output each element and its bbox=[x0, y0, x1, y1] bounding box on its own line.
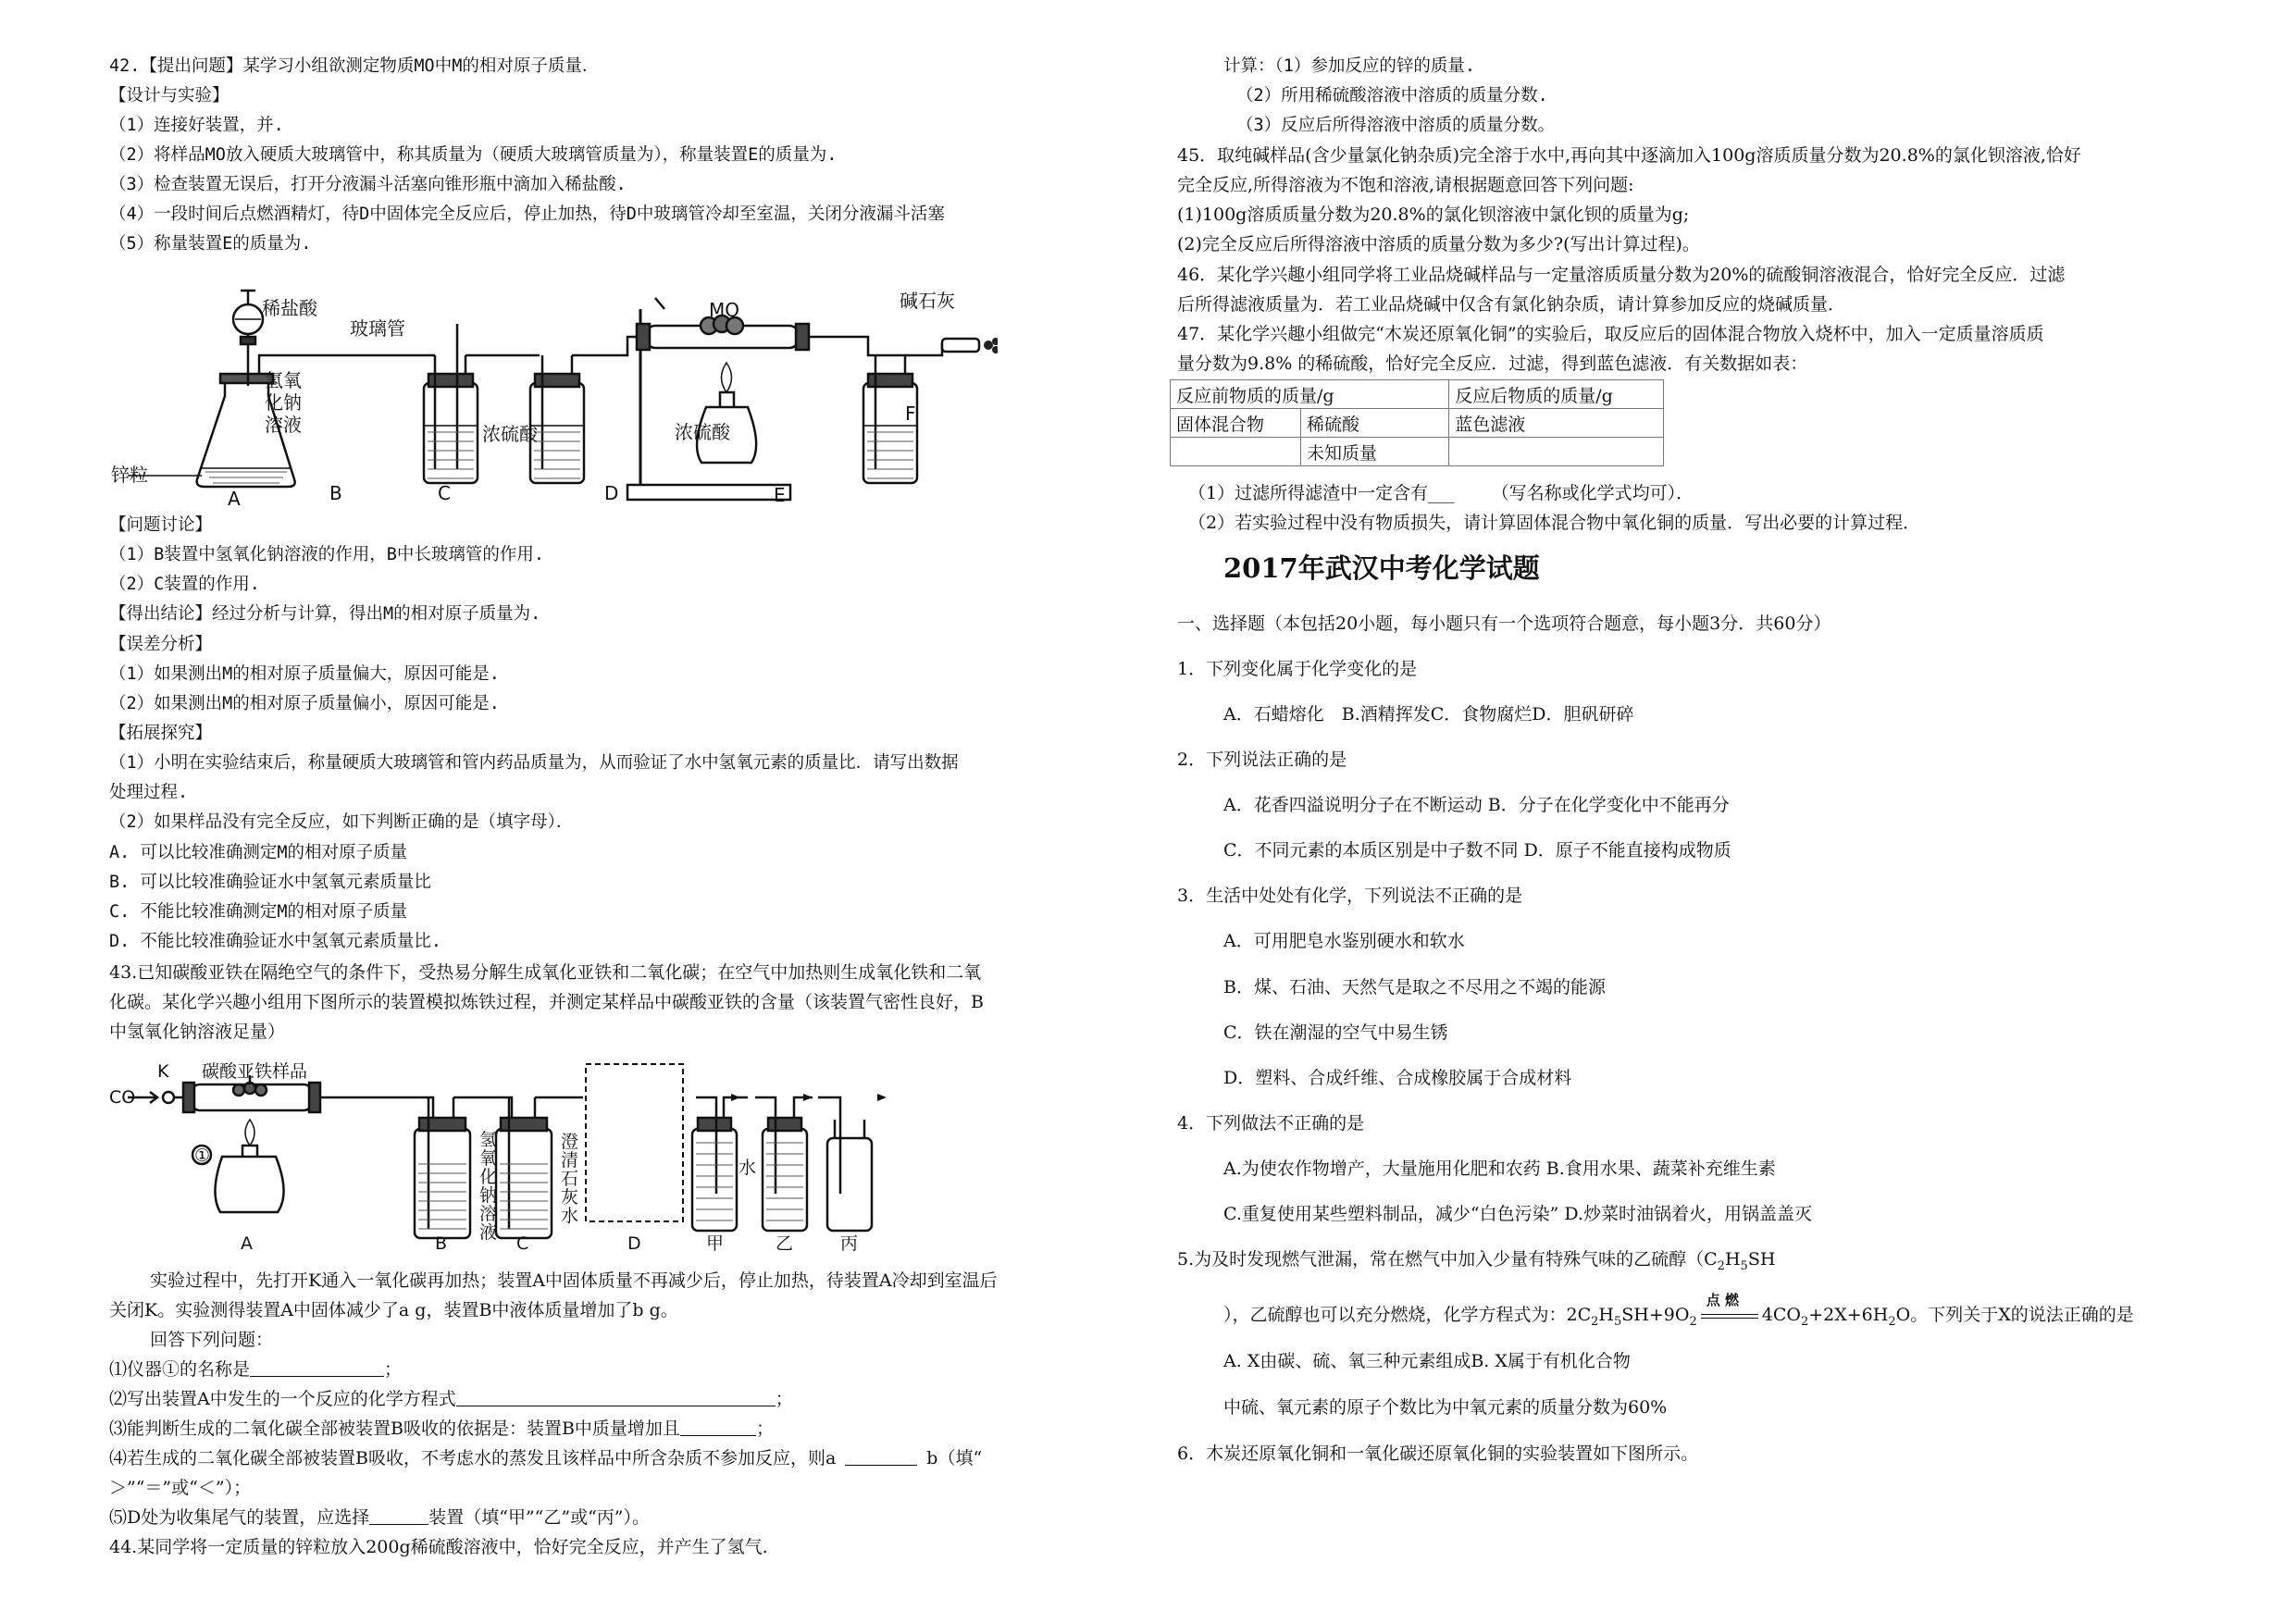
q44-calc-1: 计算：（1）参加反应的锌的质量. bbox=[1223, 56, 1476, 76]
label-conc-h2so4-e: 浓硫酸 bbox=[675, 421, 730, 443]
q45-line-4: (2)完全反应后所得溶液中溶质的质量分数为多少?(写出计算过程)。 bbox=[1177, 234, 1700, 254]
q42-step-5: （5）称量装置E的质量为. bbox=[109, 234, 312, 254]
q47-question-2: （2）若实验过程中没有物质损失，请计算固体混合物中氧化铜的质量．写出必要的计算过程． bbox=[1188, 513, 1921, 533]
label-43-b: B bbox=[435, 1233, 448, 1254]
mc-question-5: 5.为及时发现燃气泄漏，常在燃气中加入少量有特殊气味的乙硫醇（$C_2H_5SH$ bbox=[1177, 1249, 1776, 1273]
table-cell bbox=[1171, 438, 1301, 466]
label-e: E bbox=[774, 484, 786, 506]
q43-question-4: ⑷若生成的二氧化碳全部被装置B吸收，不考虑水的蒸发且该样品中所含杂质不参加反应，则a b（填“ bbox=[109, 1448, 983, 1468]
q46-line-1: 46．某化学兴趣小组同学将工业品烧碱样品与一定量溶质质量分数为20%的硫酸铜溶液混合，恰好完全反应．过滤 bbox=[1177, 265, 2066, 285]
label-lime-c-2: 清 bbox=[561, 1150, 579, 1171]
q47-line-2: 量分数为9.8% 的稀硫酸，恰好完全反应．过滤，得到蓝色滤液．有关数据如表： bbox=[1177, 353, 1808, 374]
q42-discussion-heading: 【问题讨论】 bbox=[109, 515, 213, 535]
label-c: C bbox=[438, 482, 451, 504]
label-lime-c-3: 石 bbox=[561, 1169, 579, 1189]
mc-question-3-option-d: D．塑料、合成纤维、合成橡胶属于合成材料 bbox=[1223, 1068, 1572, 1088]
label-naoh-b-6: 液 bbox=[479, 1222, 498, 1243]
q44-calc-2: （2）所用稀硫酸溶液中溶质的质量分数. bbox=[1236, 86, 1548, 105]
label-f: F bbox=[905, 403, 916, 425]
exam-title: 2017年武汉中考化学试题 bbox=[1223, 552, 1540, 584]
mc-question-2-options-ab: A．花香四溢说明分子在不断运动 B．分子在化学变化中不能再分 bbox=[1223, 795, 1730, 815]
label-naoh-3: 溶液 bbox=[265, 414, 302, 436]
label-43-bing: 丙 bbox=[840, 1233, 859, 1254]
mc-question-2-options-cd: C．不同元素的本质区别是中子数不同 D．原子不能直接构成物质 bbox=[1223, 840, 1731, 861]
q47-line-1: 47．某化学兴趣小组做完“木炭还原氧化铜”的实验后，取反应后的固体混合物放入烧杯中，加入一定质量溶质质 bbox=[1177, 324, 2044, 344]
label-lime-c-4: 灰 bbox=[561, 1187, 579, 1208]
q42-option-c: C. 不能比较准确测定M的相对原子质量 bbox=[109, 902, 408, 922]
answer-blank[interactable] bbox=[680, 1419, 756, 1436]
label-glass-tube: 玻璃管 bbox=[350, 317, 405, 340]
reaction-condition: 点 燃 bbox=[1701, 1307, 1758, 1325]
mc-question-6: 6．木炭还原氧化铜和一氧化碳还原氧化铜的实验装置如下图所示。 bbox=[1177, 1443, 1699, 1464]
section-heading: 一、选择题（本包括20小题，每小题只有一个选项符合题意，每小题3分．共60分） bbox=[1177, 613, 1831, 634]
q47-question-1: （1）过滤所得滤渣中一定含有___ （写名称或化学式均可）． bbox=[1188, 483, 1694, 503]
mc-question-1: 1．下列变化属于化学变化的是 bbox=[1177, 659, 1418, 679]
label-conc-h2so4-c: 浓硫酸 bbox=[482, 423, 538, 445]
label-naoh-b-2: 氧 bbox=[479, 1148, 498, 1169]
q42-step-4: （4）一段时间后点燃酒精灯，待D中固体完全反应后，停止加热，待D中玻璃管冷却至室温，关闭分液漏斗活塞 bbox=[109, 204, 945, 224]
table-cell: 蓝色滤液 bbox=[1449, 409, 1664, 438]
label-d: D bbox=[604, 482, 619, 504]
mc-question-5-options-ab: A. X由碳、硫、氧三种元素组成B. X属于有机化合物 bbox=[1223, 1351, 1631, 1371]
answer-blank[interactable] bbox=[250, 1359, 384, 1377]
label-k: K bbox=[157, 1061, 169, 1082]
table-row bbox=[1171, 409, 1664, 438]
mc-question-5-equation: ），乙硫醇也可以充分燃烧，化学方程式为：$2C_2H_5SH+9O_2$ 点 燃 $4CO_2+2X+6H_2O$。下列关于X的说法正确的是 bbox=[1223, 1292, 2134, 1329]
table-cell: 未知质量 bbox=[1301, 438, 1449, 466]
answer-blank[interactable] bbox=[456, 1389, 776, 1406]
mc-question-4: 4．下列做法不正确的是 bbox=[1177, 1113, 1365, 1134]
q45-line-3: (1)100g溶质质量分数为20.8%的氯化钡溶液中氯化钡的质量为g; bbox=[1177, 204, 1690, 225]
mc-question-4-options-ab: A.为使农作物增产，大量施用化肥和农药 B.食用水果、蔬菜补充维生素 bbox=[1223, 1158, 1776, 1179]
q44-calc-3: （3）反应后所得溶液中溶质的质量分数。 bbox=[1236, 116, 1556, 135]
label-43-d: D bbox=[627, 1233, 641, 1254]
q42-step-3: （3）检查装置无误后，打开分液漏斗活塞向锥形瓶中滴加入稀盐酸. bbox=[109, 175, 627, 194]
mc-question-4-options-cd: C.重复使用某些塑料制品，减少“白色污染” D.炒菜时油锅着火，用锅盖盖灭 bbox=[1223, 1204, 1812, 1224]
mc-question-1-options: A．石蜡熔化 B.酒精挥发C．食物腐烂D．胆矾研碎 bbox=[1223, 704, 1634, 725]
mc-question-3-option-c: C．铁在潮湿的空气中易生锈 bbox=[1223, 1022, 1448, 1043]
q42-extension-1a: （1）小明在实验结束后，称量硬质大玻璃管和管内药品质量为，从而验证了水中氢氧元素的质量比．请写出数据 bbox=[109, 753, 959, 773]
q42-extension-1b: 处理过程. bbox=[109, 783, 189, 802]
label-naoh-b-1: 氢 bbox=[479, 1130, 498, 1150]
q42-option-a: A. 可以比较准确测定M的相对原子质量 bbox=[109, 843, 408, 862]
label-43-c: C bbox=[516, 1233, 529, 1254]
q43-process-2: 关闭K。实验测得装置A中固体减少了a g，装置B中液体质量增加了b g。 bbox=[109, 1300, 678, 1320]
q42-extension-2: （2）如果样品没有完全反应，如下判断正确的是（填字母）． bbox=[109, 812, 574, 832]
mc-question-2: 2．下列说法正确的是 bbox=[1177, 750, 1347, 770]
q42-option-b: B. 可以比较准确验证水中氢氧元素质量比 bbox=[109, 873, 431, 892]
answer-blank[interactable] bbox=[845, 1448, 917, 1466]
label-lime-c-1: 澄 bbox=[561, 1132, 579, 1152]
q44-line-1: 44.某同学将一定质量的锌粒放入200g稀硫酸溶液中，恰好完全反应，并产生了氢气. bbox=[109, 1537, 768, 1557]
q43-question-1: ⑴仪器①的名称是 ； bbox=[109, 1359, 403, 1380]
label-circle-1: ① bbox=[194, 1146, 211, 1166]
table-cell: 固体混合物 bbox=[1171, 409, 1301, 438]
q42-conclusion: 【得出结论】经过分析与计算，得出M的相对原子质量为. bbox=[109, 604, 541, 624]
table-cell: 稀硫酸 bbox=[1301, 409, 1449, 438]
table-header-before: 反应前物质的质量/g bbox=[1171, 380, 1449, 409]
label-naoh-1: 氢氧 bbox=[265, 369, 302, 391]
q46-line-2: 后所得滤液质量为．若工业品烧碱中仅含有氯化钠杂质，请计算参加反应的烧碱质量． bbox=[1177, 294, 1846, 315]
q45-line-1: 45．取纯碱样品(含少量氯化钠杂质)完全溶于水中,再向其中逐滴加入100g溶质质量分数为20.8%的氯化钡溶液,恰好 bbox=[1177, 145, 2081, 166]
q43-process-1: 实验过程中，先打开K通入一氧化碳再加热；装置A中固体质量不再减少后，停止加热，待装置A冷却到室温后 bbox=[150, 1270, 998, 1291]
q42-error-2: （2）如果测出M的相对原子质量偏小，原因可能是. bbox=[109, 694, 500, 713]
mc-question-3-option-b: B．煤、石油、天然气是取之不尽用之不竭的能源 bbox=[1223, 977, 1606, 997]
label-sample: 碳酸亚铁样品 bbox=[202, 1061, 308, 1082]
q47-data-table bbox=[1170, 379, 1664, 466]
label-soda-lime: 碱石灰 bbox=[900, 290, 955, 312]
label-naoh-b-5: 溶 bbox=[479, 1204, 498, 1224]
q42-apparatus-figure bbox=[109, 270, 998, 509]
label-zinc: 锌粒 bbox=[111, 464, 148, 486]
label-43-jia: 甲 bbox=[706, 1233, 725, 1254]
q42-design-heading: 【设计与实验】 bbox=[109, 86, 230, 105]
label-lime-c-5: 水 bbox=[561, 1206, 579, 1226]
mc-question-3: 3．生活中处处有化学，下列说法不正确的是 bbox=[1177, 886, 1523, 906]
label-43-yi: 乙 bbox=[776, 1233, 794, 1254]
label-naoh-2: 化钠 bbox=[265, 391, 302, 414]
q43-question-5: ⑸D处为收集尾气的装置，应选择 装置（填“甲”“乙”或“丙”）。 bbox=[109, 1507, 651, 1528]
label-naoh-b-3: 化 bbox=[479, 1167, 498, 1187]
q43-line-2: 化碳。某化学兴趣小组用下图所示的装置模拟炼铁过程，并测定某样品中碳酸亚铁的含量（该装置气密性良好，B bbox=[109, 992, 984, 1012]
label-mo: MO bbox=[709, 299, 739, 321]
label-co: CO bbox=[109, 1087, 136, 1108]
q42-title: 42.【提出问题】某学习小组欲测定物质MO中M的相对原子质量． bbox=[109, 56, 600, 76]
mc-question-3-option-a: A．可用肥皂水鉴别硬水和软水 bbox=[1223, 931, 1465, 951]
q45-line-2: 完全反应,所得溶液为不饱和溶液,请根据题意回答下列问题: bbox=[1177, 175, 1634, 195]
table-cell bbox=[1449, 438, 1664, 466]
q43-line-3: 中氢氧化钠溶液足量） bbox=[109, 1022, 286, 1042]
q43-question-2: ⑵写出装置A中发生的一个反应的化学方程式 ； bbox=[109, 1389, 793, 1409]
label-dilute-hcl: 稀盐酸 bbox=[262, 297, 317, 319]
table-row bbox=[1171, 438, 1664, 466]
q42-option-d: D. 不能比较准确验证水中氢氧元素质量比. bbox=[109, 932, 442, 951]
mc-question-5-options-cd: 中硫、氧元素的原子个数比为中氧元素的质量分数为60% bbox=[1223, 1397, 1668, 1418]
q42-error-heading: 【误差分析】 bbox=[109, 635, 213, 654]
q43-apparatus-figure bbox=[109, 1055, 924, 1257]
label-water: 水 bbox=[738, 1158, 757, 1178]
q42-discussion-2: （2）C装置的作用. bbox=[109, 575, 260, 594]
q43-answer-prompt: 回答下列问题： bbox=[150, 1330, 274, 1350]
label-b: B bbox=[329, 482, 342, 504]
q43-line-1: 43.已知碳酸亚铁在隔绝空气的条件下，受热易分解生成氧化亚铁和二氧化碳；在空气中加热则生成氧化铁和二氧 bbox=[109, 962, 982, 983]
label-naoh-b-4: 钠 bbox=[479, 1185, 498, 1206]
table-header-after: 反应后物质的质量/g bbox=[1449, 380, 1664, 409]
q43-question-4-cont: ＞”“＝”或“＜”）； bbox=[109, 1478, 252, 1498]
q42-extension-heading: 【拓展探究】 bbox=[109, 724, 213, 743]
q42-discussion-1: （1）B装置中氢氧化钠溶液的作用，B中长玻璃管的作用. bbox=[109, 545, 545, 564]
q43-question-3: ⑶能判断生成的二氧化碳全部被装置B吸收的依据是：装置B中质量增加且 ； bbox=[109, 1419, 774, 1439]
q42-step-1: （1）连接好装置，并. bbox=[109, 116, 284, 135]
table-row bbox=[1171, 380, 1664, 409]
q42-step-2: （2）将样品MO放入硬质大玻璃管中，称其质量为（硬质大玻璃管质量为），称量装置E的质量为. bbox=[109, 145, 838, 165]
label-43-a: A bbox=[241, 1233, 253, 1254]
answer-blank[interactable] bbox=[369, 1507, 428, 1525]
q42-error-1: （1）如果测出M的相对原子质量偏大，原因可能是. bbox=[109, 664, 500, 684]
label-a: A bbox=[228, 488, 241, 509]
